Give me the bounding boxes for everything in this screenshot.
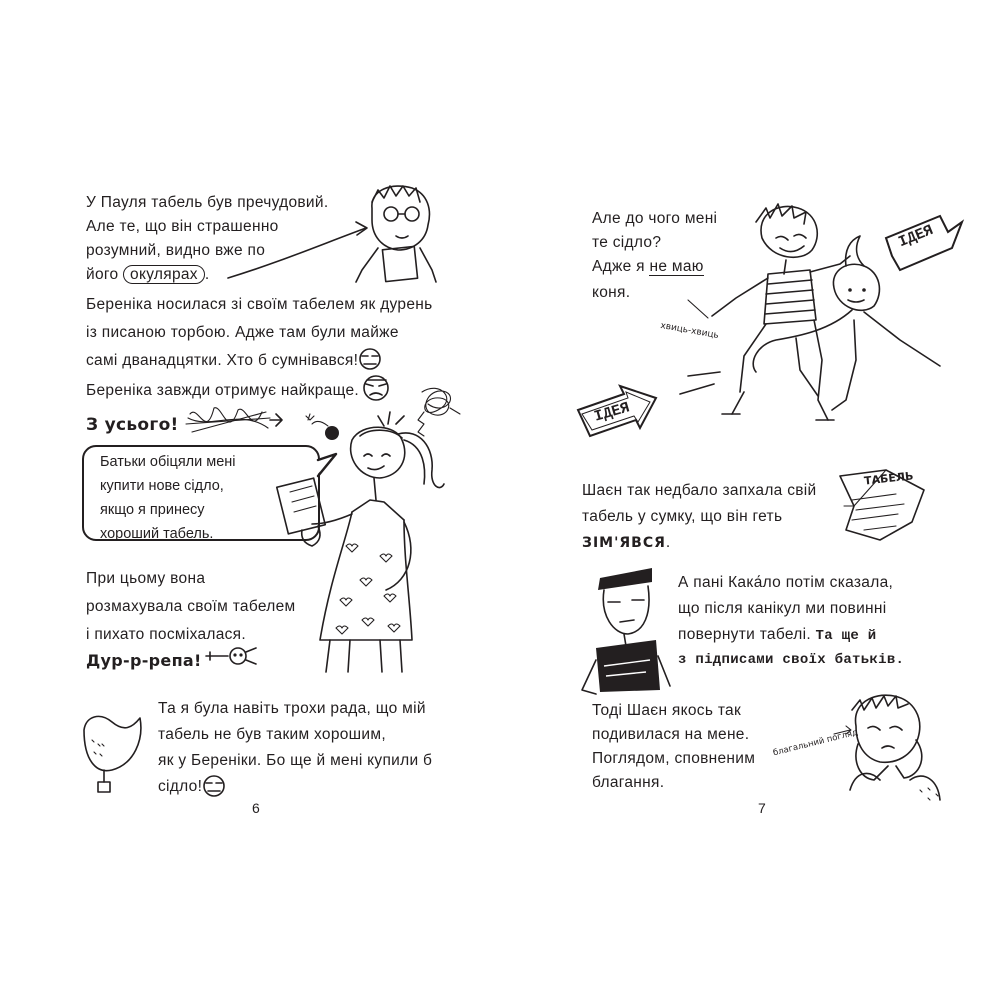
period-2: . xyxy=(665,534,671,551)
saddle-illustration xyxy=(0,0,1,1)
right-p4-line2: подивилася на мене. xyxy=(592,726,750,743)
right-page xyxy=(500,0,1000,1000)
left-p1-line3: розумний, видно вже по xyxy=(86,242,266,259)
whip-sound-text: хвиць-хвиць xyxy=(659,320,720,342)
right-p1-line4: коня. xyxy=(592,284,631,301)
right-p3-line3 xyxy=(678,622,876,649)
right-p1-line3 xyxy=(592,254,704,279)
left-p2-line3: самі дванадцятки. Хто б сумнівався! xyxy=(86,352,359,369)
left-p3: Береніка завжди отримує найкраще. xyxy=(86,382,359,399)
right-p1-line2: те сідло? xyxy=(592,234,662,251)
right-p3-line2: що після канікул ми повинні xyxy=(678,600,887,617)
bubble-line-4: хороший табель. xyxy=(100,526,214,542)
left-p1-line1: У Пауля табель був пречудовий. xyxy=(86,194,329,211)
crumpled-word: ЗІМ'ЯВСЯ xyxy=(582,535,666,551)
pleading-look-label: благальний погляд xyxy=(772,727,859,759)
pleading-girl-illustration xyxy=(500,0,501,1)
left-p1-line2: Але те, що він страшенно xyxy=(86,218,279,235)
bubble-line-2: купити нове сідло, xyxy=(100,478,224,494)
left-p5-line2: табель не був таким хорошим, xyxy=(158,726,386,743)
page-number-right: 7 xyxy=(758,800,766,816)
left-p2-line2: із писаною торбою. Адже там були майже xyxy=(86,324,399,341)
speech-bubble-text xyxy=(100,450,236,546)
idea-label-1: ІДЕЯ xyxy=(896,221,936,252)
emphasis-and-also: Та ще й xyxy=(815,628,877,644)
insult-text: Дур-р-репа! xyxy=(86,651,202,670)
left-p4-line2: розмахувала своїм табелем xyxy=(86,598,296,615)
bubble-line-1: Батьки обіцяли мені xyxy=(100,454,236,470)
right-p1-lead: Адже я xyxy=(592,258,650,275)
exclaim-from-everything: З усього! xyxy=(86,415,179,435)
bubble-line-3: якщо я принесу xyxy=(100,502,205,518)
left-p1-lead: його xyxy=(86,266,124,283)
left-p5-line1: Та я була навіть трохи рада, що мій xyxy=(158,700,426,717)
right-p1-line1: Але до чого мені xyxy=(592,210,718,227)
right-p3-line1: А пані Кака́ло потім сказала, xyxy=(678,574,894,591)
left-p2-line1: Береніка носилася зі своїм табелем як дурень xyxy=(86,296,433,313)
left-p4-line3: і пихато посміхалася. xyxy=(86,626,246,643)
emphasis-with-signatures: з підписами своїх батьків. xyxy=(678,652,905,668)
circled-word-glasses: окулярах xyxy=(123,265,205,284)
right-p3-lead: повернути табелі. xyxy=(678,626,816,643)
left-p4-line1: При цьому вона xyxy=(86,570,206,587)
right-p2-line1: Шаєн так недбало запхала свій xyxy=(582,482,817,499)
report-card-label: ТАБЕЛЬ xyxy=(863,469,914,488)
period: . xyxy=(204,266,210,283)
left-p1-line4 xyxy=(86,262,209,287)
right-p4-line4: благання. xyxy=(592,774,665,791)
underlined-no-horse: не маю xyxy=(649,258,704,275)
left-p5-line3: як у Береніки. Бо ще й мені купили б xyxy=(158,752,433,769)
right-p4-line1: Тоді Шаєн якось так xyxy=(592,702,742,719)
left-p5-line4: сідло! xyxy=(158,778,203,795)
page-number-left: 6 xyxy=(252,800,260,816)
right-p4-line3: Поглядом, сповненим xyxy=(592,750,756,767)
right-p2-line3 xyxy=(582,530,671,556)
idea-label-2: ІДЕЯ xyxy=(592,399,632,426)
right-p2-line2: табель у сумку, що він геть xyxy=(582,508,783,525)
